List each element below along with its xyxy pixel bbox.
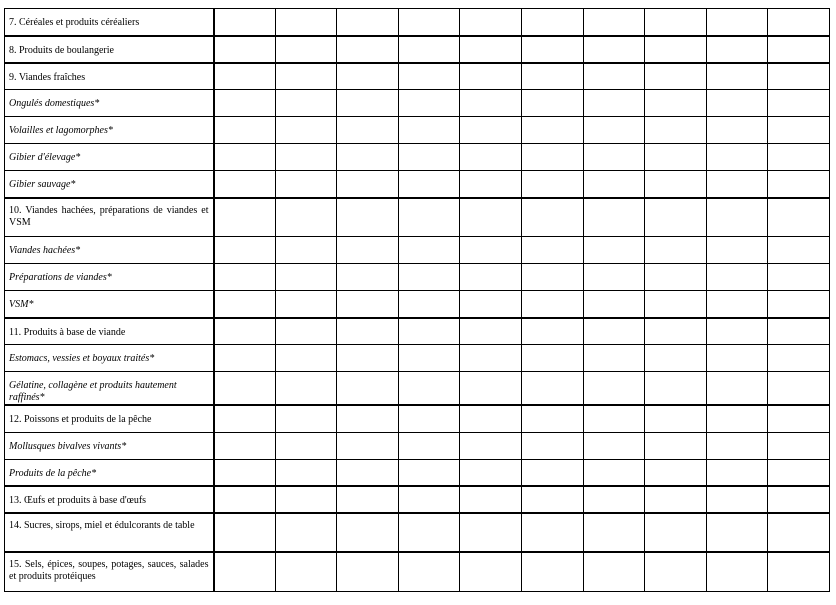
entry-cell[interactable]: [521, 513, 583, 552]
entry-cell[interactable]: [460, 117, 522, 144]
entry-cell[interactable]: [521, 432, 583, 459]
entry-cell[interactable]: [706, 198, 768, 237]
entry-cell[interactable]: [398, 264, 460, 291]
entry-cell[interactable]: [768, 318, 830, 345]
entry-cell[interactable]: [460, 459, 522, 486]
row-label: 12. Poissons et produits de la pêche: [5, 405, 214, 432]
entry-cell[interactable]: [275, 144, 337, 171]
entry-cell[interactable]: [706, 459, 768, 486]
entry-cell[interactable]: [645, 117, 707, 144]
entry-cell[interactable]: [768, 9, 830, 36]
entry-cell[interactable]: [583, 237, 645, 264]
entry-cell[interactable]: [583, 405, 645, 432]
entry-cell[interactable]: [583, 90, 645, 117]
entry-cell[interactable]: [645, 9, 707, 36]
entry-cell[interactable]: [645, 513, 707, 552]
entry-cell[interactable]: [275, 171, 337, 198]
row-label: Estomacs, vessies et boyaux traités*: [5, 345, 214, 372]
entry-cell[interactable]: [337, 36, 399, 63]
entry-cell[interactable]: [706, 90, 768, 117]
entry-cell[interactable]: [337, 264, 399, 291]
entry-cell[interactable]: [398, 291, 460, 318]
entry-cell[interactable]: [768, 345, 830, 372]
entry-cell[interactable]: [460, 264, 522, 291]
entry-cell[interactable]: [706, 171, 768, 198]
entry-cell[interactable]: [337, 459, 399, 486]
entry-cell[interactable]: [521, 63, 583, 90]
entry-cell[interactable]: [583, 198, 645, 237]
entry-cell[interactable]: [706, 345, 768, 372]
entry-cell[interactable]: [768, 63, 830, 90]
entry-cell[interactable]: [583, 144, 645, 171]
entry-cell[interactable]: [583, 459, 645, 486]
entry-cell[interactable]: [460, 405, 522, 432]
entry-cell[interactable]: [768, 36, 830, 63]
entry-cell[interactable]: [275, 372, 337, 406]
entry-cell[interactable]: [275, 291, 337, 318]
entry-cell[interactable]: [583, 36, 645, 63]
table-row: [5, 291, 830, 318]
entry-cell[interactable]: [521, 345, 583, 372]
entry-cell[interactable]: [275, 63, 337, 90]
entry-cell[interactable]: [275, 117, 337, 144]
entry-cell[interactable]: [583, 345, 645, 372]
entry-cell[interactable]: [521, 144, 583, 171]
entry-cell[interactable]: [214, 36, 276, 63]
table-row: [5, 552, 830, 591]
table-row: [5, 198, 830, 237]
entry-cell[interactable]: [583, 291, 645, 318]
row-label: Gibier d'élevage*: [5, 144, 214, 171]
entry-cell[interactable]: [460, 432, 522, 459]
entry-cell[interactable]: [275, 264, 337, 291]
entry-cell[interactable]: [398, 513, 460, 552]
entry-cell[interactable]: [583, 264, 645, 291]
row-label: Viandes hachées*: [5, 237, 214, 264]
entry-cell[interactable]: [460, 9, 522, 36]
table-row: [5, 459, 830, 486]
entry-cell[interactable]: [275, 432, 337, 459]
entry-cell[interactable]: [214, 144, 276, 171]
table-row: [5, 117, 830, 144]
entry-cell[interactable]: [275, 198, 337, 237]
entry-cell[interactable]: [337, 144, 399, 171]
entry-cell[interactable]: [521, 459, 583, 486]
row-label: 7. Céréales et produits céréaliers: [5, 9, 214, 36]
entry-cell[interactable]: [275, 237, 337, 264]
entry-cell[interactable]: [521, 372, 583, 406]
entry-cell[interactable]: [768, 432, 830, 459]
entry-cell[interactable]: [583, 486, 645, 513]
row-label: Ongulés domestiques*: [5, 90, 214, 117]
entry-cell[interactable]: [214, 63, 276, 90]
entry-cell[interactable]: [460, 144, 522, 171]
entry-cell[interactable]: [645, 432, 707, 459]
entry-cell[interactable]: [275, 36, 337, 63]
entry-cell[interactable]: [768, 486, 830, 513]
entry-cell[interactable]: [768, 171, 830, 198]
entry-cell[interactable]: [460, 486, 522, 513]
entry-cell[interactable]: [583, 171, 645, 198]
entry-cell[interactable]: [460, 345, 522, 372]
entry-cell[interactable]: [275, 405, 337, 432]
entry-cell[interactable]: [460, 90, 522, 117]
entry-cell[interactable]: [275, 486, 337, 513]
entry-cell[interactable]: [460, 171, 522, 198]
entry-cell[interactable]: [214, 318, 276, 345]
entry-cell[interactable]: [460, 513, 522, 552]
entry-cell[interactable]: [645, 36, 707, 63]
entry-cell[interactable]: [768, 144, 830, 171]
entry-cell[interactable]: [768, 459, 830, 486]
entry-cell[interactable]: [398, 144, 460, 171]
row-label: 14. Sucres, sirops, miel et édulcorants de table: [5, 513, 214, 552]
entry-cell[interactable]: [583, 552, 645, 591]
entry-cell[interactable]: [398, 372, 460, 406]
entry-cell[interactable]: [521, 90, 583, 117]
entry-cell[interactable]: [768, 198, 830, 237]
entry-cell[interactable]: [337, 198, 399, 237]
entry-cell[interactable]: [398, 552, 460, 591]
row-label: Préparations de viandes*: [5, 264, 214, 291]
entry-cell[interactable]: [398, 345, 460, 372]
entry-cell[interactable]: [398, 63, 460, 90]
entry-cell[interactable]: [583, 372, 645, 406]
row-label: Gibier sauvage*: [5, 171, 214, 198]
table-row: [5, 513, 830, 552]
entry-cell[interactable]: [275, 90, 337, 117]
entry-cell[interactable]: [583, 63, 645, 90]
table-row: [5, 171, 830, 198]
form-table: [4, 8, 830, 592]
entry-cell[interactable]: [337, 9, 399, 36]
entry-cell[interactable]: [337, 345, 399, 372]
entry-cell[interactable]: [398, 405, 460, 432]
entry-cell[interactable]: [706, 513, 768, 552]
entry-cell[interactable]: [706, 144, 768, 171]
entry-cell[interactable]: [460, 63, 522, 90]
entry-cell[interactable]: [398, 117, 460, 144]
entry-cell[interactable]: [583, 9, 645, 36]
entry-cell[interactable]: [645, 198, 707, 237]
entry-cell[interactable]: [768, 372, 830, 406]
entry-cell[interactable]: [645, 552, 707, 591]
entry-cell[interactable]: [583, 432, 645, 459]
entry-cell[interactable]: [214, 171, 276, 198]
entry-cell[interactable]: [706, 318, 768, 345]
entry-cell[interactable]: [521, 405, 583, 432]
table-row: [5, 144, 830, 171]
table-row: [5, 9, 830, 36]
entry-cell[interactable]: [460, 552, 522, 591]
row-label: Volailles et lagomorphes*: [5, 117, 214, 144]
entry-cell[interactable]: [706, 486, 768, 513]
table-row: [5, 318, 830, 345]
entry-cell[interactable]: [460, 36, 522, 63]
entry-cell[interactable]: [214, 291, 276, 318]
entry-cell[interactable]: [521, 237, 583, 264]
entry-cell[interactable]: [706, 36, 768, 63]
entry-cell[interactable]: [768, 291, 830, 318]
entry-cell[interactable]: [337, 291, 399, 318]
entry-cell[interactable]: [706, 552, 768, 591]
entry-cell[interactable]: [521, 198, 583, 237]
entry-cell[interactable]: [521, 171, 583, 198]
entry-cell[interactable]: [645, 63, 707, 90]
entry-cell[interactable]: [398, 90, 460, 117]
entry-cell[interactable]: [214, 552, 276, 591]
table-row: [5, 36, 830, 63]
entry-cell[interactable]: [521, 291, 583, 318]
entry-cell[interactable]: [645, 291, 707, 318]
entry-cell[interactable]: [706, 264, 768, 291]
entry-cell[interactable]: [645, 264, 707, 291]
entry-cell[interactable]: [214, 345, 276, 372]
row-label: Produits de la pêche*: [5, 459, 214, 486]
entry-cell[interactable]: [337, 318, 399, 345]
table-row: [5, 372, 830, 406]
row-label: 9. Viandes fraîches: [5, 63, 214, 90]
entry-cell[interactable]: [398, 237, 460, 264]
entry-cell[interactable]: [768, 552, 830, 591]
entry-cell[interactable]: [768, 237, 830, 264]
entry-cell[interactable]: [337, 372, 399, 406]
entry-cell[interactable]: [460, 318, 522, 345]
entry-cell[interactable]: [706, 9, 768, 36]
entry-cell[interactable]: [337, 486, 399, 513]
entry-cell[interactable]: [768, 513, 830, 552]
table-row: [5, 432, 830, 459]
entry-cell[interactable]: [521, 264, 583, 291]
entry-cell[interactable]: [398, 9, 460, 36]
entry-cell[interactable]: [214, 486, 276, 513]
row-label: VSM*: [5, 291, 214, 318]
row-label: 8. Produits de boulangerie: [5, 36, 214, 63]
row-label: 10. Viandes hachées, préparations de viandes et VSM: [5, 198, 214, 237]
entry-cell[interactable]: [645, 144, 707, 171]
entry-cell[interactable]: [214, 372, 276, 406]
entry-cell[interactable]: [521, 552, 583, 591]
entry-cell[interactable]: [398, 198, 460, 237]
entry-cell[interactable]: [398, 432, 460, 459]
entry-cell[interactable]: [706, 237, 768, 264]
table-row: [5, 345, 830, 372]
entry-cell[interactable]: [521, 117, 583, 144]
entry-cell[interactable]: [214, 405, 276, 432]
table-row: [5, 405, 830, 432]
entry-cell[interactable]: [645, 318, 707, 345]
entry-cell[interactable]: [645, 486, 707, 513]
entry-cell[interactable]: [460, 198, 522, 237]
entry-cell[interactable]: [645, 237, 707, 264]
entry-cell[interactable]: [337, 171, 399, 198]
entry-cell[interactable]: [214, 513, 276, 552]
entry-cell[interactable]: [398, 36, 460, 63]
table-row: [5, 63, 830, 90]
entry-cell[interactable]: [337, 405, 399, 432]
entry-cell[interactable]: [460, 372, 522, 406]
entry-cell[interactable]: [645, 405, 707, 432]
entry-cell[interactable]: [214, 264, 276, 291]
entry-cell[interactable]: [768, 90, 830, 117]
entry-cell[interactable]: [214, 432, 276, 459]
entry-cell[interactable]: [214, 459, 276, 486]
entry-cell[interactable]: [275, 9, 337, 36]
entry-cell[interactable]: [460, 291, 522, 318]
entry-cell[interactable]: [521, 486, 583, 513]
entry-cell[interactable]: [337, 90, 399, 117]
row-label: Gélatine, collagène et produits hautement raffinés*: [5, 372, 214, 406]
entry-cell[interactable]: [768, 405, 830, 432]
entry-cell[interactable]: [645, 345, 707, 372]
entry-cell[interactable]: [337, 117, 399, 144]
table-body: [5, 9, 830, 592]
row-label: Mollusques bivalves vivants*: [5, 432, 214, 459]
entry-cell[interactable]: [706, 372, 768, 406]
entry-cell[interactable]: [645, 459, 707, 486]
entry-cell[interactable]: [275, 513, 337, 552]
table-row: [5, 264, 830, 291]
table-row: [5, 90, 830, 117]
entry-cell[interactable]: [398, 171, 460, 198]
entry-cell[interactable]: [706, 432, 768, 459]
entry-cell[interactable]: [706, 405, 768, 432]
entry-cell[interactable]: [521, 9, 583, 36]
entry-cell[interactable]: [583, 117, 645, 144]
entry-cell[interactable]: [706, 117, 768, 144]
entry-cell[interactable]: [706, 291, 768, 318]
row-label: 11. Produits à base de viande: [5, 318, 214, 345]
row-label: 15. Sels, épices, soupes, potages, sauces, salades et produits protéiques: [5, 552, 214, 591]
entry-cell[interactable]: [398, 486, 460, 513]
entry-cell[interactable]: [398, 318, 460, 345]
table-row: [5, 486, 830, 513]
entry-cell[interactable]: [214, 9, 276, 36]
entry-cell[interactable]: [398, 459, 460, 486]
entry-cell[interactable]: [337, 63, 399, 90]
entry-cell[interactable]: [521, 36, 583, 63]
entry-cell[interactable]: [768, 117, 830, 144]
entry-cell[interactable]: [706, 63, 768, 90]
row-label: 13. Œufs et produits à base d'œufs: [5, 486, 214, 513]
entry-cell[interactable]: [460, 237, 522, 264]
entry-cell[interactable]: [214, 117, 276, 144]
entry-cell[interactable]: [583, 513, 645, 552]
entry-cell[interactable]: [337, 432, 399, 459]
entry-cell[interactable]: [645, 90, 707, 117]
entry-cell[interactable]: [214, 198, 276, 237]
entry-cell[interactable]: [645, 171, 707, 198]
entry-cell[interactable]: [521, 318, 583, 345]
entry-cell[interactable]: [583, 318, 645, 345]
entry-cell[interactable]: [645, 372, 707, 406]
entry-cell[interactable]: [337, 552, 399, 591]
entry-cell[interactable]: [275, 459, 337, 486]
entry-cell[interactable]: [214, 90, 276, 117]
entry-cell[interactable]: [214, 237, 276, 264]
entry-cell[interactable]: [275, 552, 337, 591]
entry-cell[interactable]: [337, 237, 399, 264]
entry-cell[interactable]: [768, 264, 830, 291]
entry-cell[interactable]: [275, 345, 337, 372]
table-row: [5, 237, 830, 264]
entry-cell[interactable]: [337, 513, 399, 552]
entry-cell[interactable]: [275, 318, 337, 345]
